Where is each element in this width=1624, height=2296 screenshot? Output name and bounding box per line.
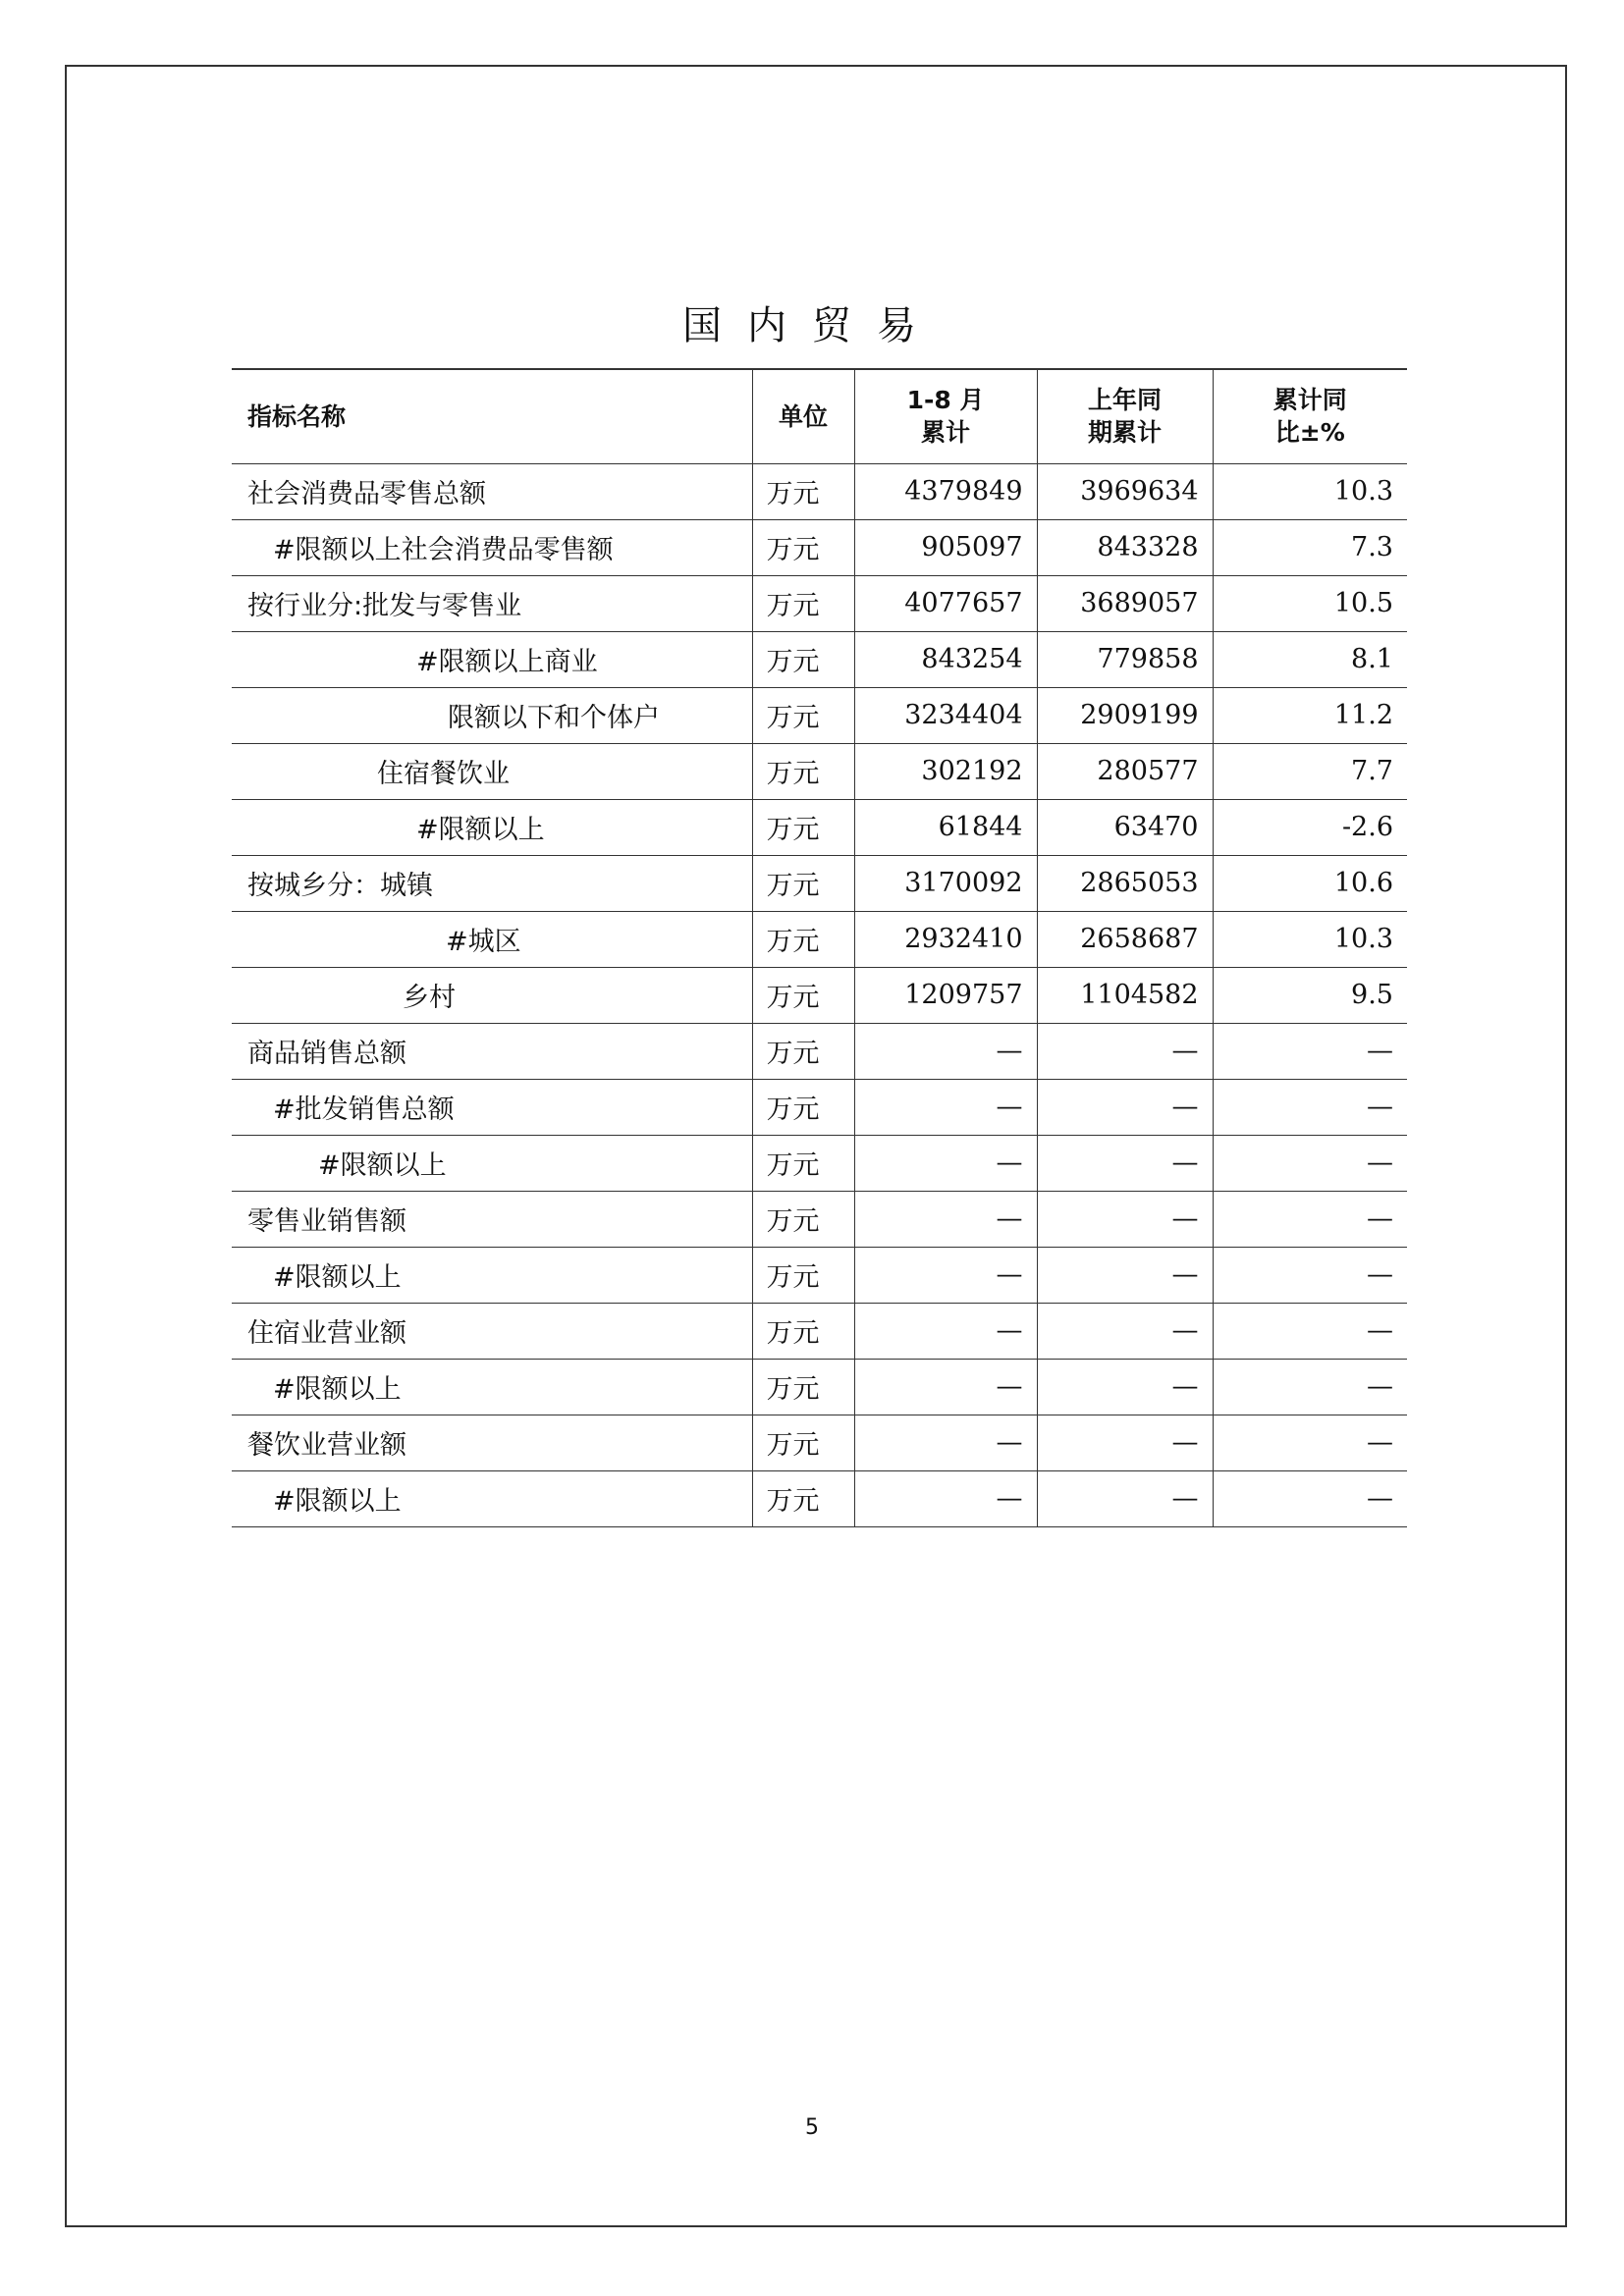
row-name: 商品销售总额 — [232, 1023, 752, 1079]
row-name: 按行业分:批发与零售业 — [232, 575, 752, 631]
row-previous: — — [1037, 1303, 1213, 1359]
table-row — [232, 911, 1407, 967]
row-current: 3234404 — [854, 687, 1037, 743]
row-name: 住宿业营业额 — [232, 1303, 752, 1359]
row-previous: 3969634 — [1037, 463, 1213, 519]
row-name: #限额以上 — [232, 1135, 752, 1191]
row-unit: 万元 — [752, 1135, 854, 1191]
row-change: 7.7 — [1213, 743, 1407, 799]
row-current: — — [854, 1470, 1037, 1526]
row-unit: 万元 — [752, 743, 854, 799]
row-current: 61844 — [854, 799, 1037, 855]
domestic-trade-table — [232, 368, 1407, 1527]
row-previous: — — [1037, 1191, 1213, 1247]
table-row — [232, 1023, 1407, 1079]
table-row — [232, 1359, 1407, 1415]
header-yoy-change: 累计同 比±% — [1213, 369, 1407, 463]
row-previous: 779858 — [1037, 631, 1213, 687]
table-header-row — [232, 369, 1407, 463]
table-row — [232, 575, 1407, 631]
row-previous: — — [1037, 1135, 1213, 1191]
header-unit: 单位 — [752, 369, 854, 463]
page-title: 国内贸易 — [682, 303, 942, 348]
row-current: — — [854, 1023, 1037, 1079]
row-current: — — [854, 1415, 1037, 1470]
table-row — [232, 1415, 1407, 1470]
row-name: 限额以下和个体户 — [232, 687, 752, 743]
row-name: #限额以上 — [232, 1359, 752, 1415]
row-previous: 3689057 — [1037, 575, 1213, 631]
row-change: 10.5 — [1213, 575, 1407, 631]
row-unit: 万元 — [752, 855, 854, 911]
row-change: 10.6 — [1213, 855, 1407, 911]
row-current: — — [854, 1359, 1037, 1415]
row-unit: 万元 — [752, 1303, 854, 1359]
table-row — [232, 1079, 1407, 1135]
row-previous: — — [1037, 1415, 1213, 1470]
row-name: #城区 — [232, 911, 752, 967]
row-name: 餐饮业营业额 — [232, 1415, 752, 1470]
row-change: — — [1213, 1470, 1407, 1526]
row-current: 3170092 — [854, 855, 1037, 911]
row-change: — — [1213, 1415, 1407, 1470]
row-name: 乡村 — [232, 967, 752, 1023]
row-previous: — — [1037, 1023, 1213, 1079]
row-change: — — [1213, 1359, 1407, 1415]
row-unit: 万元 — [752, 1470, 854, 1526]
row-previous: — — [1037, 1079, 1213, 1135]
header-previous-cumulative: 上年同 期累计 — [1037, 369, 1213, 463]
table-row — [232, 519, 1407, 575]
row-unit: 万元 — [752, 463, 854, 519]
row-name: #批发销售总额 — [232, 1079, 752, 1135]
row-name: #限额以上 — [232, 1247, 752, 1303]
table-row — [232, 1303, 1407, 1359]
row-name: 住宿餐饮业 — [232, 743, 752, 799]
table-row — [232, 1247, 1407, 1303]
row-change: 10.3 — [1213, 911, 1407, 967]
row-name: 按城乡分：城镇 — [232, 855, 752, 911]
table-row — [232, 631, 1407, 687]
row-current: — — [854, 1303, 1037, 1359]
row-unit: 万元 — [752, 1023, 854, 1079]
header-indicator-name: 指标名称 — [232, 369, 752, 463]
table-row — [232, 799, 1407, 855]
row-previous: 63470 — [1037, 799, 1213, 855]
row-unit: 万元 — [752, 575, 854, 631]
row-current: 302192 — [854, 743, 1037, 799]
row-previous: 2865053 — [1037, 855, 1213, 911]
header-current-cumulative: 1-8 月 累计 — [854, 369, 1037, 463]
row-unit: 万元 — [752, 911, 854, 967]
row-current: — — [854, 1191, 1037, 1247]
row-current: 843254 — [854, 631, 1037, 687]
row-name: #限额以上 — [232, 799, 752, 855]
row-unit: 万元 — [752, 687, 854, 743]
table-row — [232, 967, 1407, 1023]
row-change: — — [1213, 1191, 1407, 1247]
row-unit: 万元 — [752, 967, 854, 1023]
row-previous: 280577 — [1037, 743, 1213, 799]
row-current: 4379849 — [854, 463, 1037, 519]
row-change: 9.5 — [1213, 967, 1407, 1023]
row-previous: — — [1037, 1470, 1213, 1526]
page-number: 5 — [805, 2115, 819, 2140]
row-previous: 843328 — [1037, 519, 1213, 575]
row-current: — — [854, 1135, 1037, 1191]
table-row — [232, 1135, 1407, 1191]
row-unit: 万元 — [752, 519, 854, 575]
row-name: #限额以上 — [232, 1470, 752, 1526]
row-change: — — [1213, 1247, 1407, 1303]
row-name: 社会消费品零售总额 — [232, 463, 752, 519]
row-current: — — [854, 1079, 1037, 1135]
row-name: #限额以上社会消费品零售额 — [232, 519, 752, 575]
row-unit: 万元 — [752, 1359, 854, 1415]
row-unit: 万元 — [752, 1191, 854, 1247]
row-change: — — [1213, 1079, 1407, 1135]
row-unit: 万元 — [752, 799, 854, 855]
row-current: 4077657 — [854, 575, 1037, 631]
row-change: -2.6 — [1213, 799, 1407, 855]
row-previous: — — [1037, 1247, 1213, 1303]
row-current: 2932410 — [854, 911, 1037, 967]
row-change: 7.3 — [1213, 519, 1407, 575]
row-change: — — [1213, 1135, 1407, 1191]
row-change: 11.2 — [1213, 687, 1407, 743]
row-previous: 2909199 — [1037, 687, 1213, 743]
row-current: — — [854, 1247, 1037, 1303]
row-current: 1209757 — [854, 967, 1037, 1023]
row-previous: 2658687 — [1037, 911, 1213, 967]
table-row — [232, 463, 1407, 519]
row-unit: 万元 — [752, 631, 854, 687]
table-row — [232, 1191, 1407, 1247]
row-change: — — [1213, 1023, 1407, 1079]
row-previous: 1104582 — [1037, 967, 1213, 1023]
row-change: 10.3 — [1213, 463, 1407, 519]
table-row — [232, 687, 1407, 743]
row-change: — — [1213, 1303, 1407, 1359]
table-row — [232, 1470, 1407, 1526]
row-previous: — — [1037, 1359, 1213, 1415]
row-unit: 万元 — [752, 1247, 854, 1303]
row-name: #限额以上商业 — [232, 631, 752, 687]
table-row — [232, 743, 1407, 799]
row-name: 零售业销售额 — [232, 1191, 752, 1247]
row-change: 8.1 — [1213, 631, 1407, 687]
row-current: 905097 — [854, 519, 1037, 575]
row-unit: 万元 — [752, 1415, 854, 1470]
row-unit: 万元 — [752, 1079, 854, 1135]
table-row — [232, 855, 1407, 911]
